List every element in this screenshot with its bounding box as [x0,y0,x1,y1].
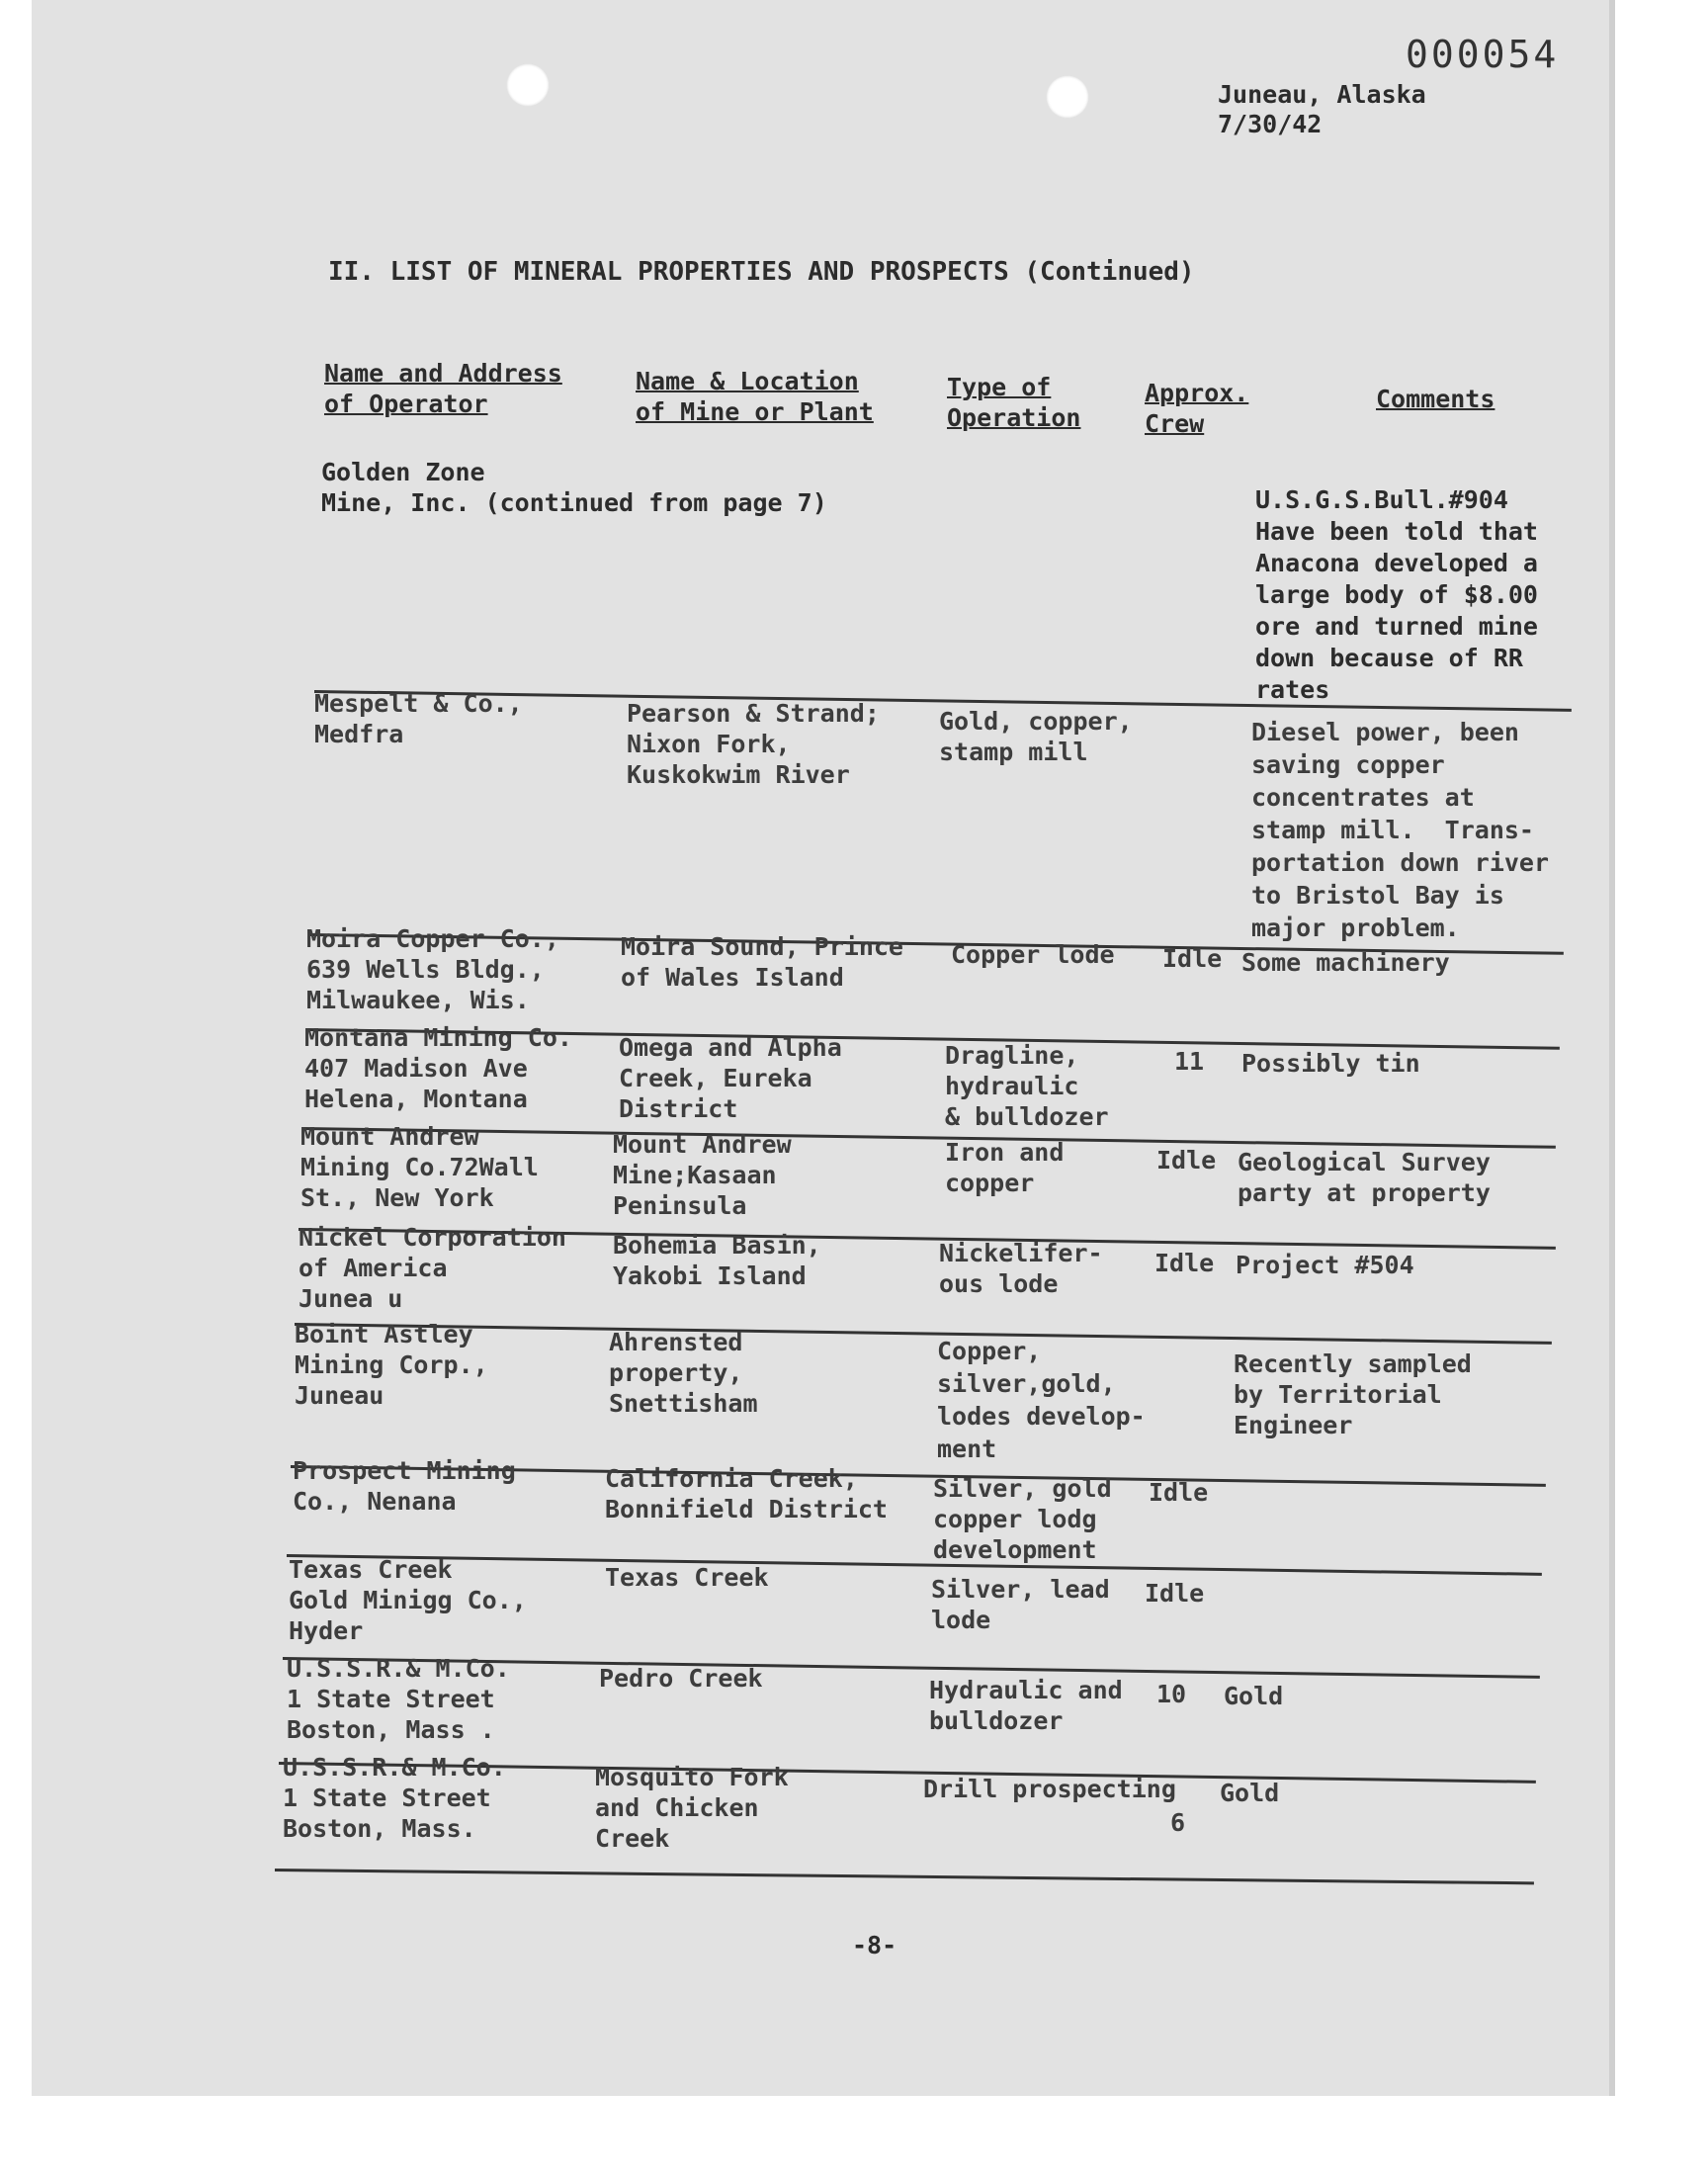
row-montana-comments: Possibly tin [1241,1049,1420,1078]
header-mine: Name & Location of Mine or Plant [636,367,874,426]
header-operator: Name and Address of Operator [324,359,562,418]
row-nickel-operator: Nickel Corporation of America Junea u [299,1223,566,1313]
row-prospect-crew: Idle [1149,1478,1209,1507]
row-ussrm-pedro-operation: Hydraulic and bulldozer [929,1676,1123,1735]
row-moira-mine: Moira Sound, Prince of Wales Island [621,932,903,992]
row-moira-operation: Copper lode [951,940,1115,969]
golden-zone-operator: Golden Zone Mine, Inc. (continued from page 7) [321,458,827,517]
row-nickel-operation: Nickelifer- ous lode [939,1239,1103,1298]
row-moira-operator: Moira Copper Co., 639 Wells Bldg., Milwaukee, Wis. [306,924,559,1014]
row-texas-creek-crew: Idle [1145,1579,1205,1608]
row-nickel-mine: Bohemia Basin, Yakobi Island [613,1231,821,1290]
row-montana-crew: 11 [1174,1047,1205,1076]
header-comments: Comments [1376,385,1495,413]
row-prospect-operator: Prospect Mining Co., Nenana [293,1456,516,1516]
row-ussrm-mosquito-crew: 6 [1170,1808,1186,1837]
row-boint-astley-operation: Copper, silver,gold, lodes develop- ment [937,1337,1146,1463]
row-mount-andrew-operation: Iron and copper [945,1138,1065,1197]
row-ussrm-pedro-comments: Gold [1224,1682,1284,1710]
golden-zone-comments: U.S.G.S.Bull.#904 Have been told that Anacona developed a large body of $8.00 ore and turned mine down because of RR rates [1255,485,1538,704]
page-edge [1609,0,1615,2096]
row-moira-crew: Idle [1162,944,1223,973]
row-texas-creek-mine: Texas Creek [605,1563,769,1592]
row-ussrm-mosquito-operator: U.S.S.R.& M.Co. 1 State Street Boston, Mass. [283,1753,506,1843]
row-boint-astley-mine: Ahrensted property, Snettisham [609,1328,758,1418]
row-mespelt-operation: Gold, copper, stamp mill [939,707,1133,766]
row-boint-astley-comments: Recently sampled by Territorial Engineer [1234,1349,1472,1439]
row-ussrm-pedro-operator: U.S.S.R.& M.Co. 1 State Street Boston, Mass . [287,1654,510,1744]
row-mount-andrew-operator: Mount Andrew Mining Co.72Wall St., New York [300,1122,539,1212]
row-prospect-operation: Silver, gold copper lodg development [933,1474,1112,1564]
row-ussrm-mosquito-mine: Mosquito Fork and Chicken Creek [595,1763,789,1853]
row-boint-astley-operator: Boint Astley Mining Corp., Juneau [295,1320,488,1410]
header-operation: Type of Operation [947,373,1081,432]
row-mount-andrew-mine: Mount Andrew Mine;Kasaan Peninsula [613,1130,792,1220]
row-nickel-crew: Idle [1154,1249,1215,1277]
header-crew: Approx. Crew [1145,379,1249,438]
row-montana-operation: Dragline, hydraulic & bulldozer [945,1041,1109,1131]
place-line: Juneau, Alaska [1218,80,1426,109]
row-mespelt-operator: Mespelt & Co., Medfra [314,689,523,748]
row-moira-comments: Some machinery [1241,948,1450,977]
row-mount-andrew-crew: Idle [1156,1146,1217,1174]
row-mespelt-comments: Diesel power, been saving copper concentrates at stamp mill. Trans- portation down river to Bristol Bay is major problem. [1251,718,1550,942]
section-title: II. LIST OF MINERAL PROPERTIES AND PROSPECTS (Continued) [328,257,1195,287]
page-number: -8- [852,1931,897,1959]
row-prospect-mine: California Creek, Bonnifield District [605,1464,888,1523]
row-texas-creek-operation: Silver, lead lode [931,1575,1110,1634]
row-ussrm-mosquito-operation: Drill prospecting [923,1775,1176,1803]
row-texas-creek-operator: Texas Creek Gold Minigg Co., Hyder [289,1555,527,1645]
punch-hole-left [506,63,550,107]
date-line: 7/30/42 [1218,110,1323,138]
row-montana-mine: Omega and Alpha Creek, Eureka District [619,1033,842,1123]
punch-hole-right [1046,75,1089,119]
row-ussrm-pedro-mine: Pedro Creek [599,1664,763,1693]
row-mount-andrew-comments: Geological Survey party at property [1238,1148,1491,1207]
row-ussrm-pedro-crew: 10 [1156,1680,1187,1708]
document-stamp-number: 000054 [1406,33,1560,76]
row-ussrm-mosquito-comments: Gold [1220,1779,1280,1807]
row-montana-operator: Montana Mining Co. 407 Madison Ave Helena, Montana [304,1023,572,1113]
row-mespelt-mine: Pearson & Strand; Nixon Fork, Kuskokwim River [627,699,880,789]
row-nickel-comments: Project #504 [1236,1251,1414,1279]
